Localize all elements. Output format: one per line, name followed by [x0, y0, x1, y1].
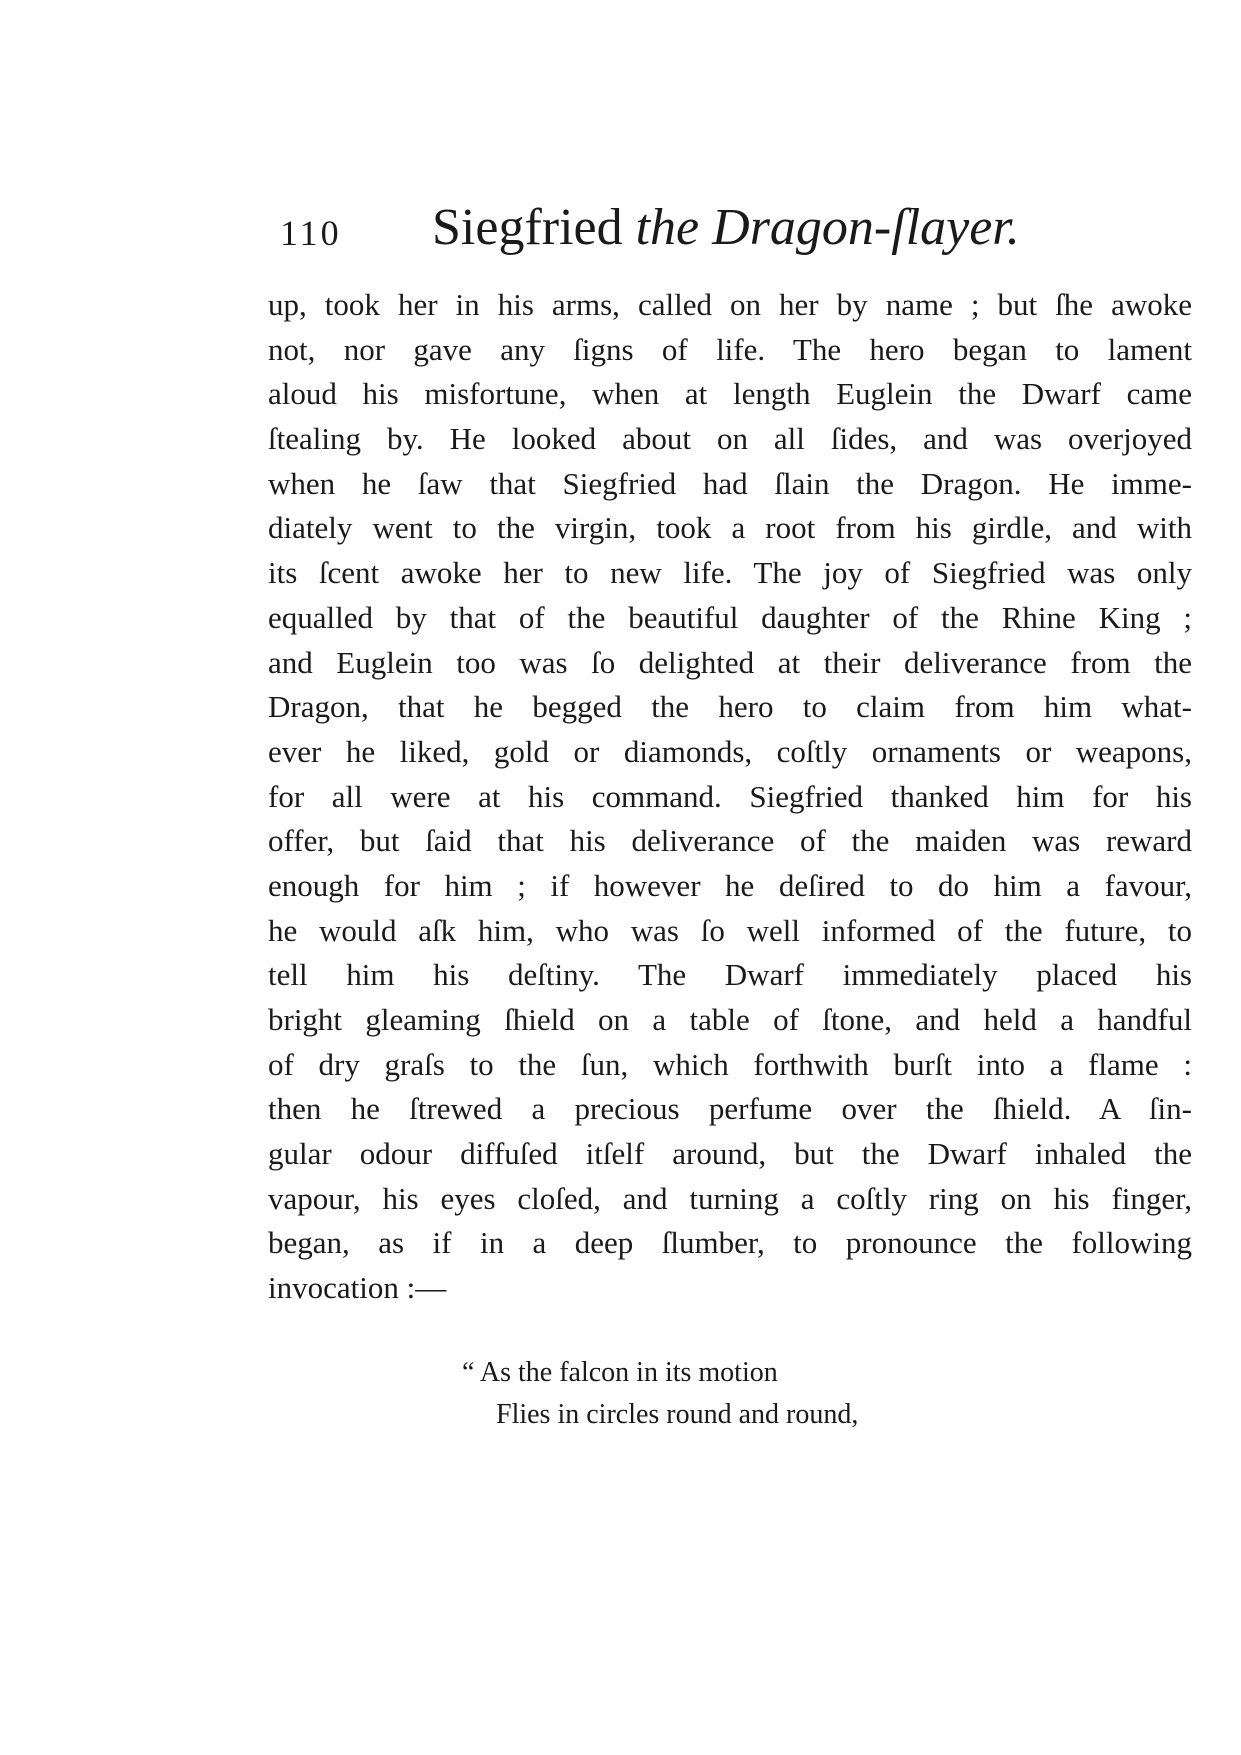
text-line: invocation :—: [268, 1270, 447, 1306]
text-line: when he ſaw that Siegfried had ſlain the Dragon. He imme-: [268, 465, 1192, 501]
text-line: vapour, his eyes cloſed, and turning a coſtly ring on his finger,: [268, 1180, 1192, 1216]
text-line: up, took her in his arms, called on her by name ; but ſhe awoke: [268, 287, 1192, 322]
text-line: enough for him ; if however he deſired to do him a favour,: [268, 867, 1192, 903]
text-line: tell him his deſtiny. The Dwarf immediately placed his: [268, 957, 1192, 993]
text-line: diately went to the virgin, took a root from his girdle, and with: [268, 510, 1192, 546]
text-line: its ſcent awoke her to new life. The joy of Siegfried was only: [268, 555, 1192, 591]
text-line: not, nor gave any ſigns of life. The hero began to lament: [268, 331, 1192, 367]
text-line: then he ſtrewed a precious perfume over the ſhield. A ſin-: [268, 1091, 1192, 1127]
verse-line: Flies in circles round and round,: [496, 1399, 859, 1430]
text-line: Dragon, that he begged the hero to claim from him what-: [268, 689, 1192, 725]
text-line: for all were at his command. Siegfried thanked him for his: [268, 778, 1192, 814]
text-line: gular odour diffuſed itſelf around, but the Dwarf inhaled the: [268, 1136, 1192, 1172]
text-line: bright gleaming ſhield on a table of ſtone, and held a handful: [268, 1002, 1192, 1037]
text-line: ſtealing by. He looked about on all ſides, and was overjoyed: [268, 421, 1192, 457]
text-line: he would aſk him, who was ſo well informed of the future, to: [268, 912, 1192, 948]
text-line: offer, but ſaid that his deliverance of the maiden was reward: [268, 823, 1192, 859]
running-head: [268, 198, 1198, 278]
text-line: equalled by that of the beautiful daughter of the Rhine King ;: [268, 599, 1192, 635]
text-line: aloud his misfortune, when at length Euglein the Dwarf came: [268, 376, 1192, 412]
text-line: and Euglein too was ſo delighted at their deliverance from the: [268, 644, 1192, 680]
text-line: began, as if in a deep ſlumber, to pronounce the following: [268, 1225, 1192, 1261]
text-line: of dry graſs to the ſun, which forthwith burſt into a flame :: [268, 1046, 1192, 1082]
running-title-plain: Siegfried: [432, 199, 623, 256]
verse-line: “ As the falcon in its motion: [462, 1357, 778, 1388]
running-title: [432, 198, 1020, 257]
page-number: 110: [280, 213, 342, 253]
verse-block: [462, 1352, 1062, 1436]
running-title-italic: the Dragon-ſlayer.: [635, 199, 1020, 256]
body-text: [268, 283, 1192, 1311]
text-line: ever he liked, gold or diamonds, coſtly ornaments or weapons,: [268, 733, 1192, 769]
